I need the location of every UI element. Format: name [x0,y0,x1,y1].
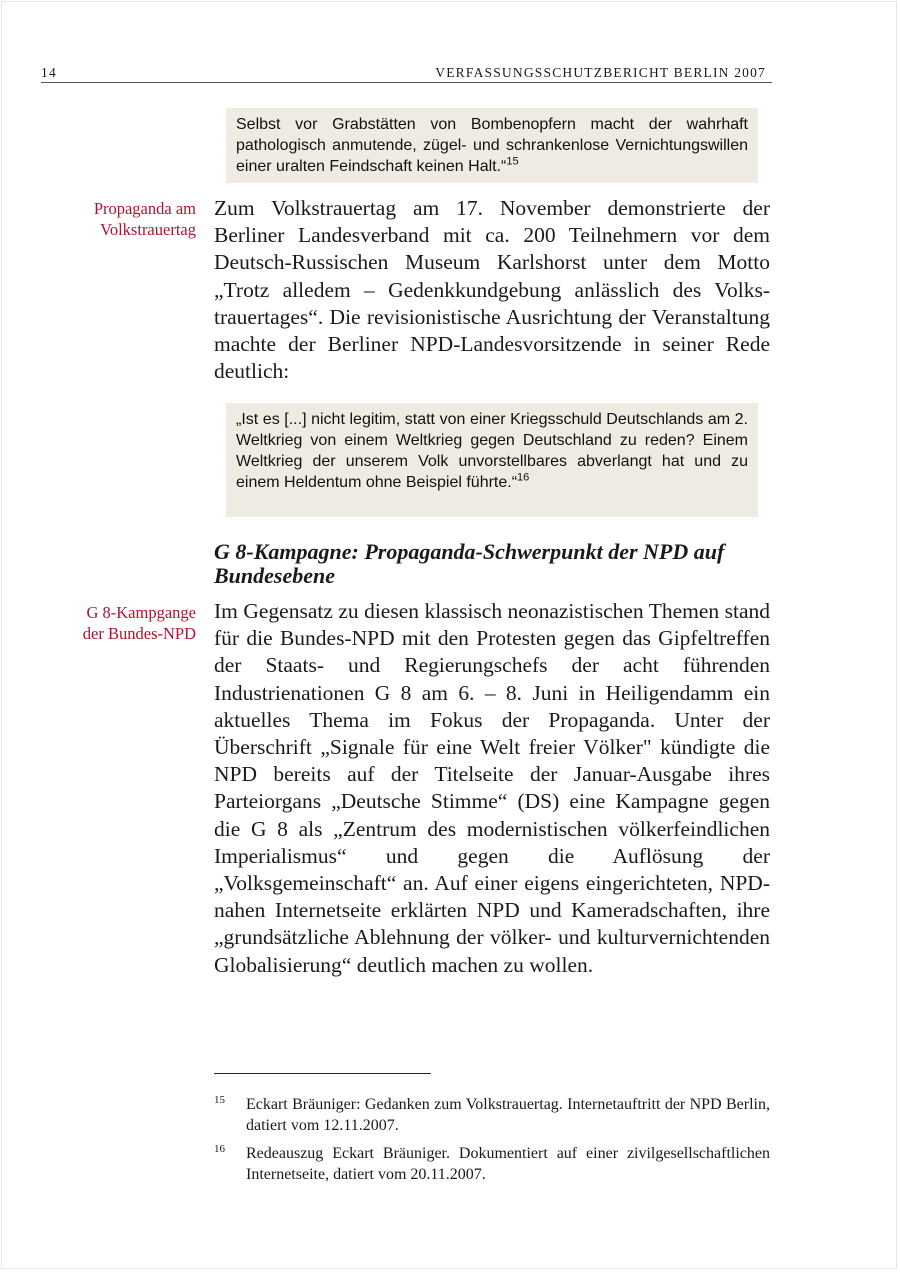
footnote-number: 15 [214,1094,225,1106]
footnote-15 [214,1094,770,1136]
margin-note-line: Volkstrauertag [100,220,196,239]
running-header [41,62,772,83]
page-number: 14 [41,65,57,80]
margin-note-line: G 8-Kampgange [86,603,196,622]
footnote-16 [214,1143,770,1185]
quote-text: Selbst vor Grabstätten von Bombenopfern macht der wahrhaft pathologisch anmutende, zügel- und schrankenlose Vernichtungswillen einer uralten Feindschaft keinen Halt.“ [236,116,748,175]
quote-text: „Ist es [...] nicht legitim, statt von einer Kriegsschuld Deutschlands am 2. Weltkrieg von einem Weltkrieg gegen Deutschland zu reden? Einem Weltkrieg der unserem Volk unvorstellbares abverlangt hat und zu einem Heldentum ohne Beispiel führte.“ [236,411,748,491]
section-heading: G 8-Kampagne: Propaganda-Schwerpunkt der NPD auf Bundesebene [214,539,725,588]
margin-note-propaganda [40,198,196,240]
footnote-ref[interactable]: 15 [506,155,519,168]
footnote-number: 16 [214,1143,225,1155]
quote-box-2 [226,403,758,517]
margin-note-line: Propaganda am [93,199,196,218]
paragraph-volkstrauertag: Zum Volkstrauertag am 17. November demonstrierte der Berliner Landesverband mit ca. 200 Teilnehmern vor dem Deutsch-Russischen Museum Karlshorst unter dem Motto „Trotz alledem – Gedenkkundgebung anlässlich des Volkstrauertages“. Die revisionistische Ausrichtung der Veranstaltung machte der Berliner NPD-Landesvorsitzende in seiner Rede deutlich: [214,196,770,384]
margin-note-line: der Bundes-NPD [82,624,196,643]
paragraph-g8-kampagne: Im Gegensatz zu diesen klassisch neonazistischen Themen stand für die Bundes-NPD mit den Protesten gegen das Gipfeltreffen der Staats- und Regierungschefs der acht führenden Industrienationen G 8 am 6. – 8. Juni in Heiligendamm ein aktuelles Thema im Fokus der Propaganda. Unter der Überschrift „Signale für eine Welt freier Völker" kündigte die NPD bereits auf der Titelseite der Januar-Ausgabe ihres Parteiorgans „Deutsche Stimme“ (DS) eine Kampagne gegen die G 8 als „Zentrum des modernistischen völkerfeindlichen Imperialismus“ und gegen die Auflösung der „Volksgemeinschaft“ an. Auf einer eigens eingerichteten, NPD-nahen Internetseite erklärten NPD und Kameradschaften, ihre „grundsätzliche Ablehnung der völker- und kulturvernichtenden Globalisierung“ deutlich machen zu wollen. [214,599,770,977]
running-title: VERFASSUNGSSCHUTZBERICHT BERLIN 2007 [435,65,766,80]
margin-note-g8 [40,602,196,644]
footnote-text: Redeauszug Eckart Bräuniger. Dokumentiert auf einer zivilgesellschaftlichen Internetseite, datiert vom 20.11.2007. [246,1145,770,1183]
footnote-ref[interactable]: 16 [517,471,530,484]
footnote-divider [214,1073,431,1074]
quote-box-1 [226,108,758,183]
footnote-text: Eckart Bräuniger: Gedanken zum Volkstrauertag. Internetauftritt der NPD Berlin, datiert vom 12.11.2007. [246,1096,770,1134]
